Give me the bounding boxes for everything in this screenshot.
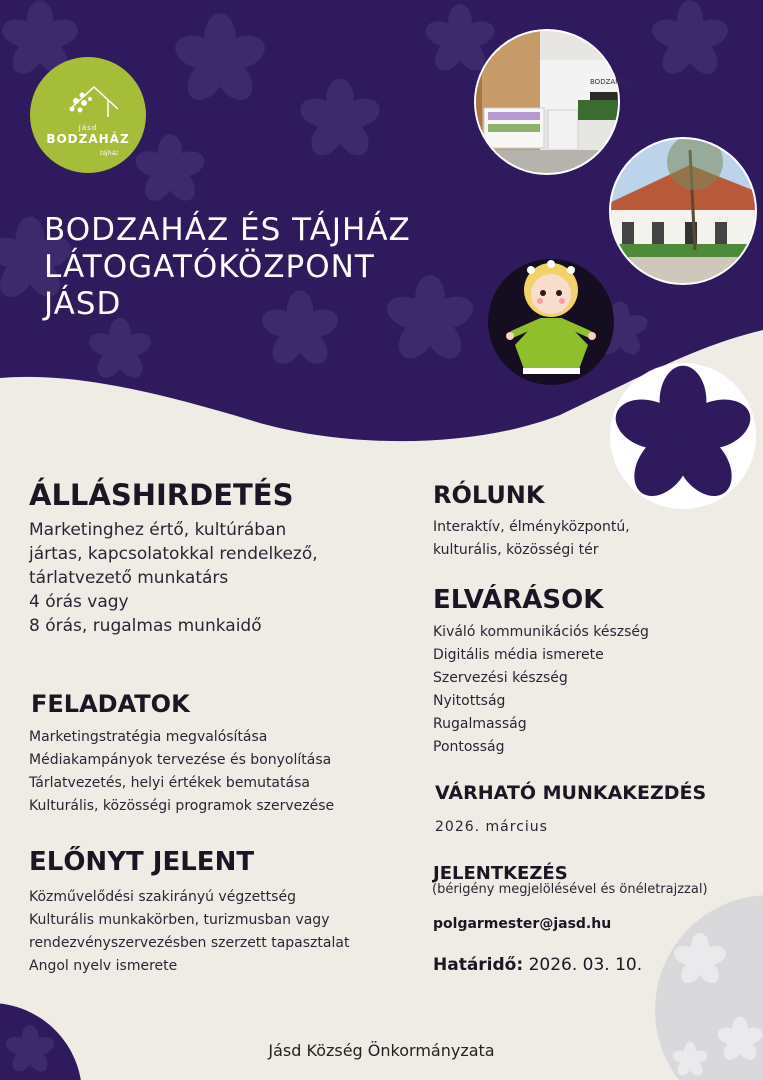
list-item: Marketingstratégia megvalósítása	[29, 729, 268, 745]
bodzahaz-logo	[30, 57, 146, 173]
about-text	[433, 516, 630, 562]
list-item: Angol nyelv ismerete	[29, 958, 178, 974]
list-item: Médiakampányok tervezése és bonyolítása	[29, 752, 332, 768]
list-item: Szervezési készség	[433, 670, 568, 686]
apply-heading: JELENTKEZÉS	[433, 863, 568, 884]
title-line-3: JÁSD	[44, 286, 122, 322]
page-title	[44, 212, 411, 323]
about-line: kulturális, közösségi tér	[433, 542, 599, 558]
advantage-list	[29, 886, 349, 978]
requirements-list	[433, 621, 649, 759]
job-heading: ÁLLÁSHIRDETÉS	[29, 478, 294, 512]
logo-sig: tájház	[100, 150, 119, 157]
title-line-1: BODZAHÁZ ÉS TÁJHÁZ	[44, 212, 411, 248]
list-item: Nyitottság	[433, 693, 506, 709]
job-line: tárlatvezető munkatárs	[29, 568, 229, 588]
job-line: 4 órás vagy	[29, 592, 129, 612]
apply-note: (bérigény megjelölésével és önéletrajzzal)	[432, 882, 708, 897]
tasks-heading: FELADATOK	[31, 690, 190, 718]
logo-name: BODZAHÁZ	[46, 132, 130, 146]
list-item: Rugalmasság	[433, 716, 527, 732]
job-description	[29, 518, 318, 638]
list-item: rendezvényszervezésben szerzett tapasztalat	[29, 935, 350, 951]
job-line: Marketinghez értő, kultúrában	[29, 520, 287, 540]
about-line: Interaktív, élményközpontú,	[433, 519, 630, 535]
requirements-heading: ELVÁRÁSOK	[433, 585, 604, 615]
list-item: Közművelődési szakirányú végzettség	[29, 889, 296, 905]
email-link[interactable]: polgarmester@jasd.hu	[433, 916, 612, 932]
doll-illustration	[488, 259, 614, 385]
about-heading: RÓLUNK	[433, 481, 545, 509]
shop-sign-text: BODZAHÁZ	[590, 78, 631, 86]
title-line-2: LÁTOGATÓKÖZPONT	[44, 249, 375, 285]
deadline-value: 2026. 03. 10.	[528, 955, 643, 975]
job-line: 8 órás, rugalmas munkaidő	[29, 616, 262, 636]
list-item: Digitális média ismerete	[433, 647, 604, 663]
advantage-heading: ELŐNYT JELENT	[29, 847, 255, 877]
tasks-list	[29, 726, 334, 818]
list-item: Kulturális munkakörben, turizmusban vagy	[29, 912, 330, 928]
list-item: Pontosság	[433, 739, 505, 755]
footer-text: Jásd Község Önkormányzata	[268, 1041, 495, 1060]
start-heading: VÁRHATÓ MUNKAKEZDÉS	[435, 782, 707, 804]
list-item: Kiváló kommunikációs készség	[433, 624, 649, 640]
house-logo-icon	[60, 79, 122, 123]
logo-sub: Jásd	[78, 124, 98, 132]
job-line: jártas, kapcsolatokkal rendelkező,	[29, 544, 318, 564]
start-value: 2026. március	[435, 819, 548, 835]
deadline	[433, 955, 642, 975]
list-item: Kulturális, közösségi programok szervezése	[29, 798, 335, 814]
list-item: Tárlatvezetés, helyi értékek bemutatása	[29, 775, 310, 791]
deadline-label: Határidő:	[433, 955, 524, 975]
